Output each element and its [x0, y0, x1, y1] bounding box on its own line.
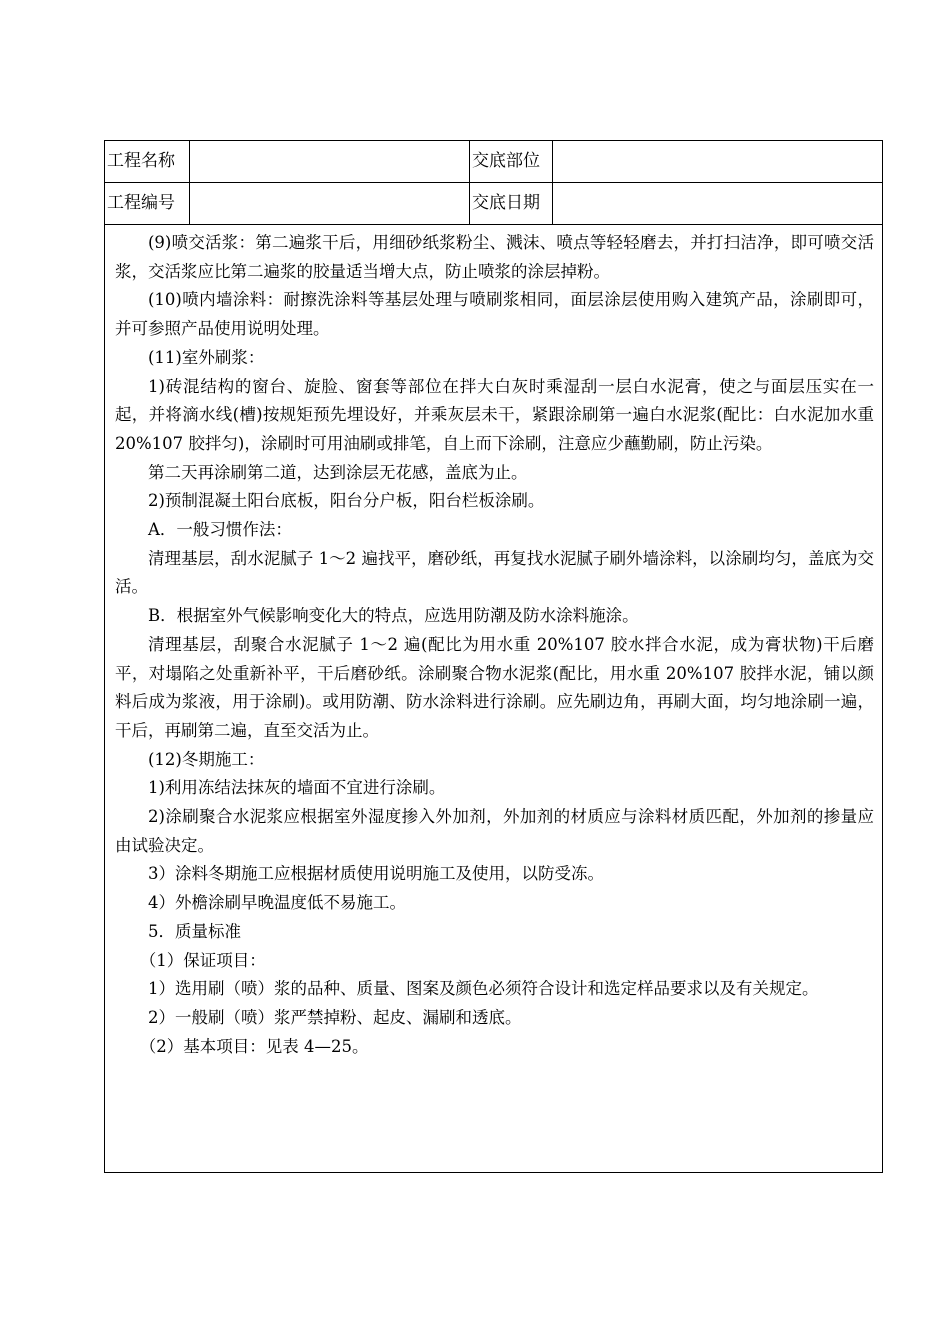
project-no-field[interactable]	[190, 183, 470, 224]
content-paragraph: (10)喷内墙涂料：耐擦洗涂料等基层处理与喷刷浆相同，面层涂层使用购入建筑产品，涂刷即可，并可参照产品使用说明处理。	[115, 290, 874, 339]
header-row-2	[105, 183, 882, 225]
content-paragraph: 2)涂刷聚合水泥浆应根据室外湿度掺入外加剂，外加剂的材质应与涂料材质匹配，外加剂的掺量应由试验决定。	[115, 807, 874, 855]
handover-part-label: 交底部位	[470, 141, 553, 182]
content-paragraph: （1）保证项目：	[139, 950, 266, 970]
handover-content	[115, 229, 874, 1061]
content-paragraph: A．一般习惯作法：	[148, 520, 292, 540]
project-no-label: 工程编号	[105, 183, 190, 224]
content-paragraph: 清理基层，刮水泥腻子 1～2 遍找平，磨砂纸，再复找水泥腻子刷外墙涂料，以涂刷均匀，盖底为交活。	[115, 548, 874, 597]
content-paragraph: 2）一般刷（喷）浆严禁掉粉、起皮、漏刷和透底。	[148, 1007, 522, 1027]
content-paragraph: 4）外檐涂刷早晚温度低不易施工。	[148, 893, 406, 913]
content-paragraph: （2）基本项目：见表 4—25。	[139, 1036, 369, 1056]
content-paragraph: 1）选用刷（喷）浆的品种、质量、图案及颜色必须符合设计和选定样品要求以及有关规定。	[148, 979, 819, 999]
content-paragraph: 第二天再涂刷第二道，达到涂层无花感，盖底为止。	[148, 462, 528, 482]
content-paragraph: (9)喷交活浆：第二遍浆干后，用细砂纸浆粉尘、溅沫、喷点等轻轻磨去，并打扫洁净，即可喷交活浆，交活浆应比第二遍浆的胶量适当增大点，防止喷浆的涂层掉粉。	[115, 233, 874, 281]
handover-date-label: 交底日期	[470, 183, 553, 224]
handover-date-field[interactable]	[553, 183, 882, 224]
handover-form	[104, 140, 883, 1173]
content-paragraph: 2)预制混凝土阳台底板，阳台分户板，阳台栏板涂刷。	[148, 491, 545, 511]
project-name-field[interactable]	[190, 141, 470, 182]
content-paragraph: (12)冬期施工：	[148, 749, 265, 769]
header-row-1	[105, 141, 882, 183]
content-paragraph: (11)室外刷浆：	[148, 347, 265, 367]
project-name-label: 工程名称	[105, 141, 190, 182]
content-paragraph: 清理基层，刮聚合水泥腻子 1～2 遍(配比为用水重 20%107 胶水拌合水泥，成为膏状物)干后磨平，对塌陷之处重新补平，干后磨砂纸。涂刷聚合物水泥浆(配比，用水重 20%107 胶拌水泥，铺以颜料后成为浆液，用于涂刷)。或用防潮、防水涂料进行涂刷。应先刷边角，再刷大面，均匀地涂刷一遍，干后，再刷第二遍，直至交活为止。	[115, 634, 874, 740]
content-paragraph: 1)砖混结构的窗台、旋脸、窗套等部位在拌大白灰时乘湿刮一层白水泥膏，使之与面层压实在一起，并将滴水线(槽)按规矩预先埋设好，并乘灰层未干，紧跟涂刷第一遍白水泥浆(配比：白水泥加水重 20%107 胶拌匀)，涂刷时可用油刷或排笔，自上而下涂刷，注意应少蘸勤刷，防止污染。	[115, 376, 874, 453]
content-paragraph: B．根据室外气候影响变化大的特点，应选用防潮及防水涂料施涂。	[148, 606, 639, 626]
handover-part-field[interactable]	[553, 141, 882, 182]
content-paragraph: 1)利用冻结法抹灰的墙面不宜进行涂刷。	[148, 778, 446, 798]
content-paragraph: 3）涂料冬期施工应根据材质使用说明施工及使用，以防受冻。	[148, 864, 604, 884]
content-paragraph: 5．质量标准	[148, 921, 241, 941]
